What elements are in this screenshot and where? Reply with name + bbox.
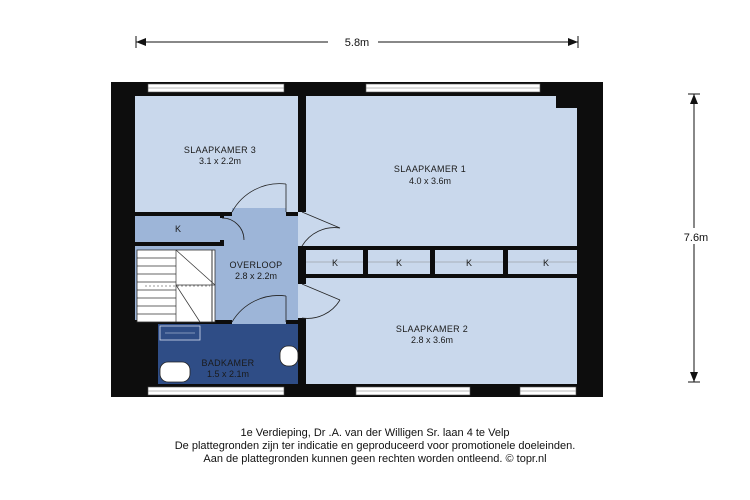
staircase <box>137 250 215 322</box>
closet-label-1: K <box>174 224 182 234</box>
width-dimension <box>136 33 578 49</box>
height-dimension <box>676 94 712 382</box>
label-slaapkamer-1-size: 4.0 x 3.6m <box>408 176 452 186</box>
label-slaapkamer-3-name: SLAAPKAMER 3 <box>183 145 257 155</box>
label-badkamer-size: 1.5 x 2.1m <box>206 369 250 379</box>
closet-label-3: K <box>395 258 403 268</box>
closet-label-2: K <box>331 258 339 268</box>
toilet-icon <box>160 362 190 382</box>
caption-copyright: Aan de plattegronden kunnen geen rechten worden ontleend. © topr.nl <box>203 453 547 465</box>
landing-top <box>224 216 298 246</box>
sink-icon <box>280 346 298 366</box>
column <box>556 96 578 108</box>
label-badkamer-name: BADKAMER <box>201 358 255 368</box>
height-label: 7.6m <box>683 232 709 244</box>
caption-disclaimer: De plattegronden zijn ter indicatie en geproduceerd voor promotionele doeleinden. <box>174 440 576 452</box>
label-slaapkamer-2-name: SLAAPKAMER 2 <box>395 324 469 334</box>
closet-label-5: K <box>542 258 550 268</box>
label-slaapkamer-2-size: 2.8 x 3.6m <box>410 335 454 345</box>
label-overloop-size: 2.8 x 2.2m <box>234 271 278 281</box>
label-slaapkamer-3-size: 3.1 x 2.2m <box>198 156 242 166</box>
label-slaapkamer-1-name: SLAAPKAMER 1 <box>393 164 467 174</box>
width-label: 5.8m <box>344 37 370 49</box>
closet-label-4: K <box>465 258 473 268</box>
label-overloop-name: OVERLOOP <box>229 260 283 270</box>
shaft <box>135 324 158 384</box>
caption-address: 1e Verdieping, Dr .A. van der Willigen Sr. laan 4 te Velp <box>240 427 510 439</box>
